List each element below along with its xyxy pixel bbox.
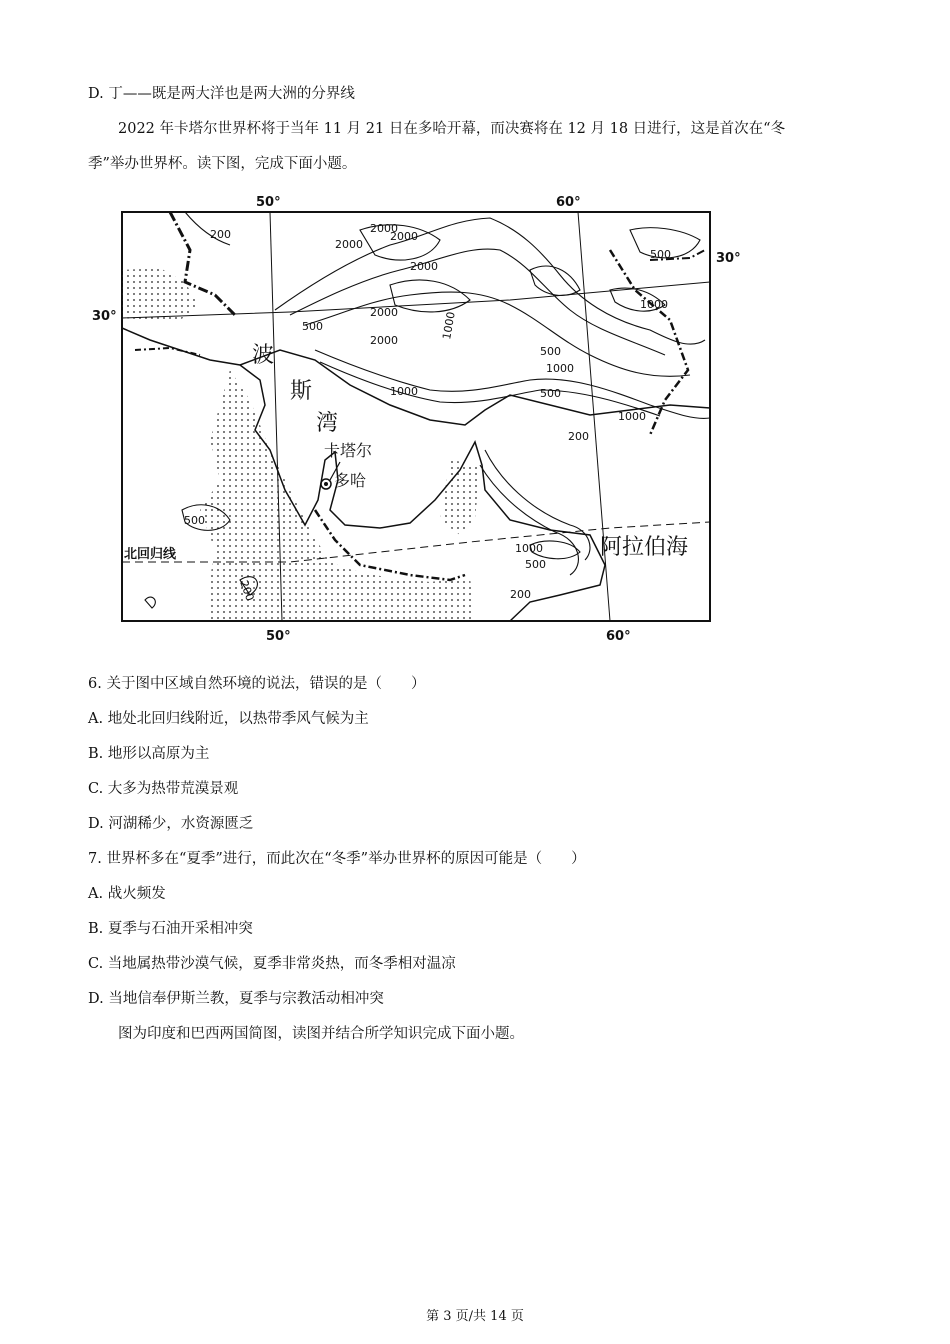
q7-option-d: D. 当地信奉伊斯兰教，夏季与宗教活动相冲突 — [88, 991, 384, 1007]
q7-option-c: C. 当地属热带沙漠气候，夏季非常炎热，而冬季相对温凉 — [88, 956, 456, 972]
contour-label: 1000 — [515, 542, 543, 555]
q6-option-d: D. 河湖稀少，水资源匮乏 — [88, 816, 254, 832]
qatar-label: 卡塔尔 — [324, 441, 373, 460]
lon-60-bottom: 60° — [606, 629, 631, 644]
gulf-char-2: 斯 — [290, 379, 313, 404]
contour-label: 200 — [568, 430, 589, 443]
contour-label: 2000 — [370, 334, 398, 347]
contour-label: 2000 — [335, 238, 363, 251]
contour-label: 200 — [210, 228, 231, 241]
lon-50-bottom: 50° — [266, 629, 291, 644]
q6-option-a: A. 地处北回归线附近，以热带季风气候为主 — [88, 711, 369, 727]
contour-label: 2000 — [370, 222, 398, 235]
contour-label: 1000 — [546, 362, 574, 375]
contour-label: 1000 — [640, 298, 668, 311]
contour-label: 1000 — [618, 410, 646, 423]
contour-label: 500 — [540, 387, 561, 400]
tropic-of-cancer-label: 北回归线 — [124, 547, 177, 562]
contour-label: 200 — [510, 588, 531, 601]
q6-stem: 6. 关于图中区域自然环境的说法，错误的是（ ） — [88, 676, 426, 692]
q7-stem: 7. 世界杯多在“夏季”进行，而此次在“冬季”举办世界杯的原因可能是（ ） — [88, 851, 586, 867]
lat-30-right: 30° — [716, 251, 741, 266]
contour-label: 200 — [237, 578, 257, 603]
persian-gulf-map — [90, 190, 741, 650]
previous-option-d: D. 丁——既是两大洋也是两大洲的分界线 — [88, 86, 355, 102]
q7-option-a: A. 战火频发 — [88, 886, 166, 902]
lat-30-left: 30° — [92, 309, 117, 324]
next-intro: 图为印度和巴西两国简图，读图并结合所学知识完成下面小题。 — [118, 1026, 524, 1042]
intro-line-2: 季”举办世界杯。读下图，完成下面小题。 — [88, 156, 357, 172]
intro-line-1: 2022 年卡塔尔世界杯将于当年 11 月 21 日在多哈开幕，而决赛将在 12 月 18 日进行，这是首次在“冬 — [118, 121, 786, 137]
lon-50-top: 50° — [256, 195, 281, 210]
q6-option-b: B. 地形以高原为主 — [88, 746, 210, 762]
gulf-char-3: 湾 — [316, 411, 339, 436]
contour-label: 2000 — [410, 260, 438, 273]
page-footer: 第 3 页/共 14 页 — [426, 1309, 524, 1324]
contour-label: 500 — [650, 248, 671, 261]
contour-label: 500 — [302, 320, 323, 333]
contour-label: 2000 — [370, 306, 398, 319]
gulf-char-1: 波 — [252, 343, 275, 368]
contour-label: 2000 — [390, 230, 418, 243]
contour-label: 500 — [540, 345, 561, 358]
contour-label: 1000 — [440, 310, 458, 341]
q6-option-c: C. 大多为热带荒漠景观 — [88, 781, 239, 797]
lon-60-top: 60° — [556, 195, 581, 210]
contour-label: 1000 — [390, 385, 418, 398]
arabian-sea-label: 阿拉伯海 — [600, 535, 689, 560]
contour-label: 500 — [184, 514, 205, 527]
contour-label: 500 — [525, 558, 546, 571]
q7-option-b: B. 夏季与石油开采相冲突 — [88, 921, 253, 937]
doha-label: 多哈 — [334, 471, 367, 490]
